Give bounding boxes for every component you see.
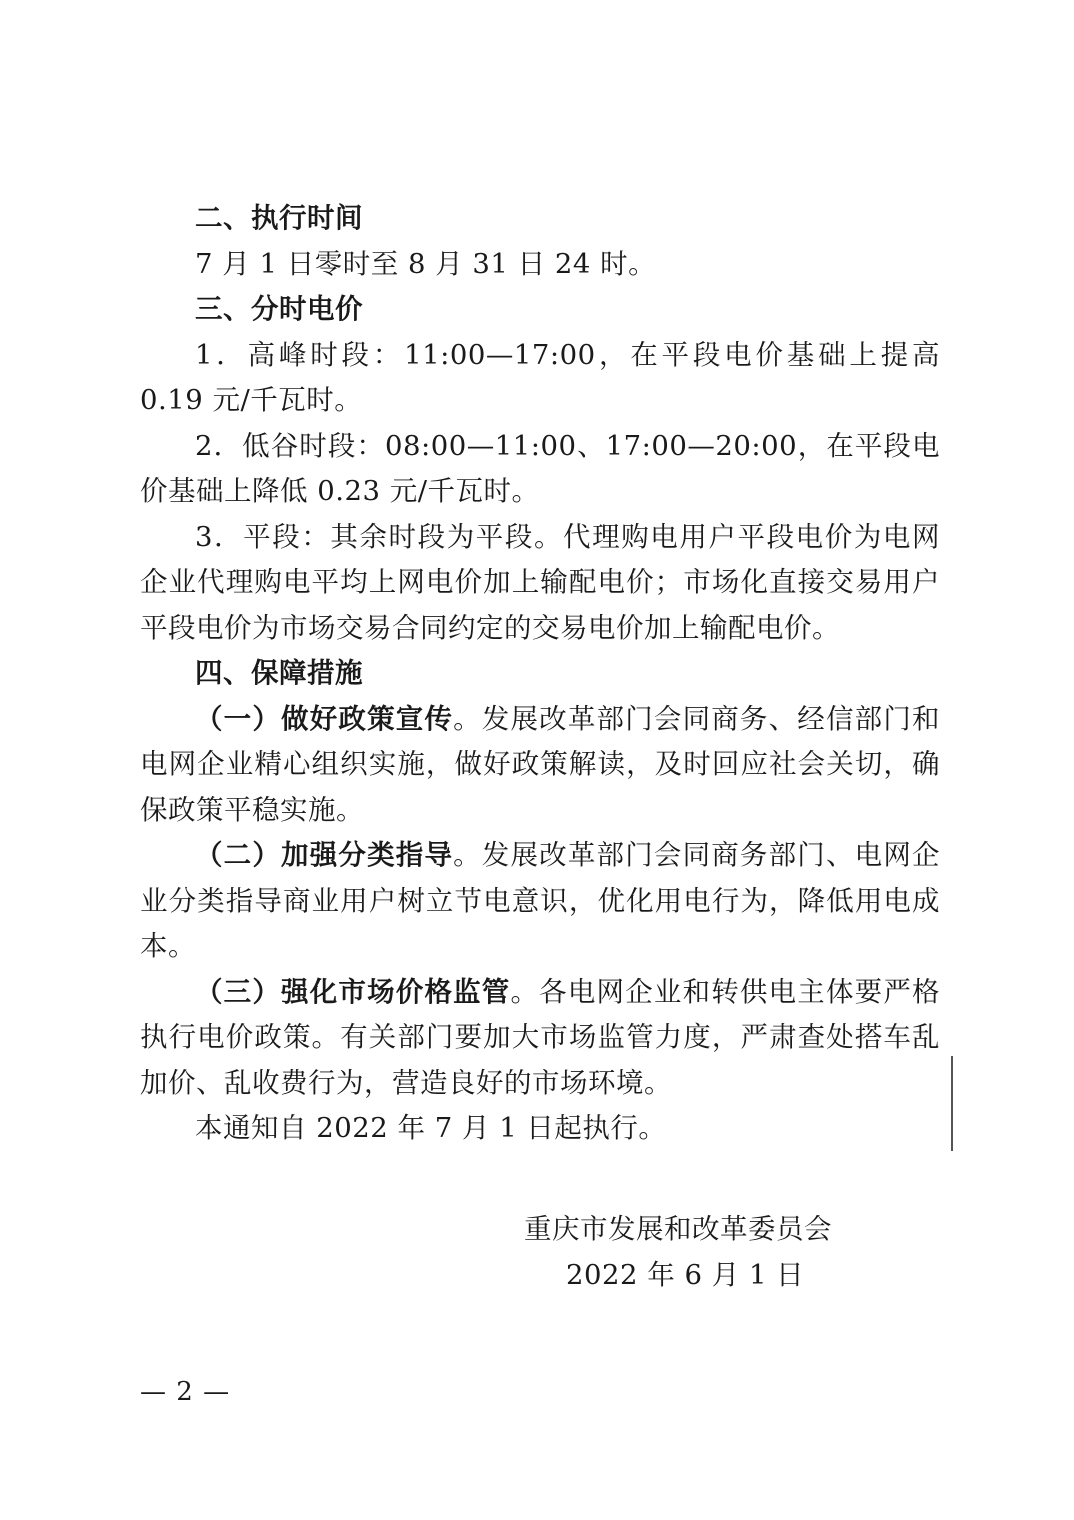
signature-block [524,1206,832,1298]
section-heading-time-of-use-price: 三、分时电价 [195,293,363,325]
peak-period-item: 1．高峰时段：11:00—17:00，在平段电价基础上提高 0.19 元/千瓦时。 [140,338,940,416]
section-heading-execution-time: 二、执行时间 [195,202,363,234]
flat-period-item: 3．平段：其余时段为平段。代理购电用户平段电价为电网企业代理购电平均上网电价加上输配电价；市场化直接交易用户平段电价为市场交易合同约定的交易电价加上输配电价。 [140,520,940,644]
measure-paragraph [140,697,940,834]
effective-date-statement: 本通知自 2022 年 7 月 1 日起执行。 [195,1112,667,1144]
measure-lead: （二）加强分类指导 [195,839,454,871]
measure-text: 。各电网企业和转供电主体要严格执行电价政策。有关部门要加大市场监管力度，严肃查处搭车乱加价、乱收费行为，营造良好的市场环境。 [140,975,941,1099]
measure-lead: （一）做好政策宣传 [195,702,454,735]
page-number: — 2 — [140,1377,231,1407]
document-body [140,196,940,1152]
measure-paragraph [140,833,940,970]
measure-text: 。发展改革部门会同商务、经信部门和电网企业精心组织实施，做好政策解读，及时回应社会关切，确保政策平稳实施。 [140,702,941,826]
issuing-organization: 重庆市发展和改革委员会 [524,1213,832,1245]
valley-period-item: 2．低谷时段：08:00—11:00、17:00—20:00，在平段电价基础上降低 0.23 元/千瓦时。 [140,429,940,507]
issue-date: 2022 年 6 月 1 日 [566,1259,805,1291]
margin-rule-divider [951,1056,953,1151]
measure-text: 。发展改革部门会同商务部门、电网企业分类指导商业用户树立节电意识，优化用电行为，降低用电成本。 [140,839,941,962]
section-heading-safeguards: 四、保障措施 [195,657,363,689]
measure-paragraph [140,970,940,1107]
measure-lead: （三）强化市场价格监管 [195,975,511,1008]
execution-time-text: 7 月 1 日零时至 8 月 31 日 24 时。 [195,247,657,280]
